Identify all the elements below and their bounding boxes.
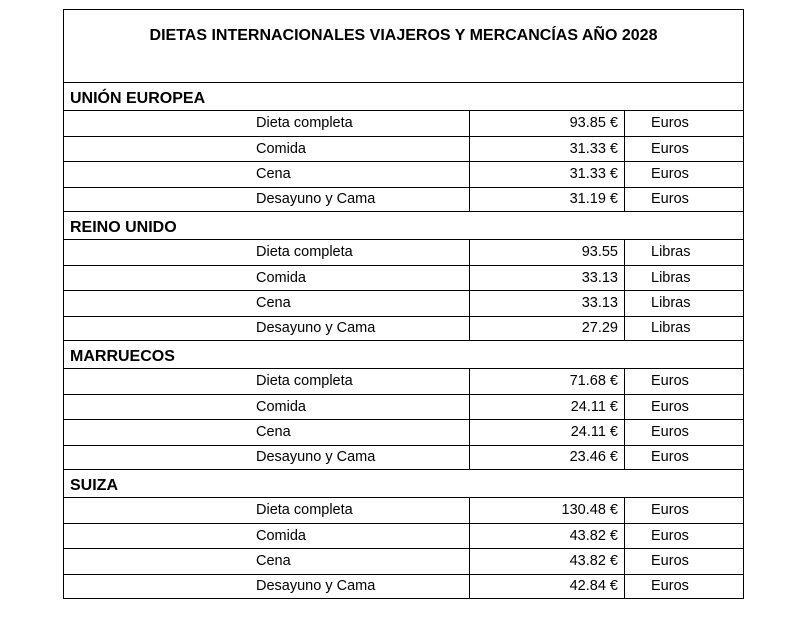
- concept-cell: Comida: [256, 398, 306, 415]
- currency-cell: Euros: [651, 553, 689, 569]
- amount-cell: 31.19 €: [569, 191, 618, 207]
- table-row: [63, 548, 744, 574]
- amount-cell: 42.84 €: [569, 578, 618, 594]
- table-row: [63, 239, 744, 265]
- concept-cell: Desayuno y Cama: [256, 320, 376, 336]
- table-row: [63, 265, 744, 291]
- amount-cell: 33.13: [581, 295, 618, 311]
- concept-cell: Cena: [256, 424, 291, 440]
- amount-cell: 130.48 €: [561, 502, 618, 518]
- amount-cell: 31.33 €: [569, 166, 618, 182]
- currency-cell: Euros: [651, 502, 689, 518]
- amount-cell: 43.82 €: [569, 553, 618, 569]
- amount-cell: 43.82 €: [569, 527, 618, 544]
- amount-cell: 93.85 €: [569, 115, 618, 131]
- table-row: [63, 110, 744, 136]
- concept-cell: Cena: [256, 295, 291, 311]
- amount-cell: 33.13: [581, 269, 618, 286]
- table-row: [63, 574, 744, 600]
- table-row: [63, 523, 744, 549]
- currency-cell: Euros: [651, 191, 689, 207]
- section-title: SUIZA: [63, 470, 744, 497]
- currency-cell: Libras: [651, 244, 691, 260]
- amount-cell: 71.68 €: [569, 373, 618, 389]
- table-row: [63, 136, 744, 162]
- currency-cell: Euros: [651, 115, 689, 131]
- table-row: [63, 187, 744, 213]
- currency-cell: Euros: [651, 578, 689, 594]
- concept-cell: Cena: [256, 553, 291, 569]
- section-title: REINO UNIDO: [63, 212, 744, 239]
- currency-cell: Euros: [651, 527, 689, 544]
- table-row: [63, 316, 744, 342]
- table-title: DIETAS INTERNACIONALES VIAJEROS Y MERCANCÍAS AÑO 2028: [63, 9, 744, 83]
- allowances-table: [63, 9, 744, 599]
- table-row: [63, 445, 744, 471]
- amount-cell: 31.33 €: [569, 140, 618, 157]
- amount-cell: 27.29: [581, 320, 618, 336]
- currency-cell: Euros: [651, 166, 689, 182]
- section-title: UNIÓN EUROPEA: [63, 83, 744, 110]
- table-row: [63, 290, 744, 316]
- concept-cell: Desayuno y Cama: [256, 578, 376, 594]
- table-row: [63, 394, 744, 420]
- concept-cell: Desayuno y Cama: [256, 449, 376, 465]
- currency-cell: Euros: [651, 140, 689, 157]
- table-row: [63, 161, 744, 187]
- amount-cell: 24.11 €: [570, 424, 618, 440]
- concept-cell: Desayuno y Cama: [256, 191, 376, 207]
- currency-cell: Euros: [651, 424, 689, 440]
- table-row: [63, 368, 744, 394]
- concept-cell: Comida: [256, 269, 306, 286]
- concept-cell: Cena: [256, 166, 291, 182]
- amount-cell: 93.55: [581, 244, 618, 260]
- currency-cell: Libras: [651, 295, 691, 311]
- concept-cell: Dieta completa: [256, 373, 353, 389]
- currency-cell: Euros: [651, 449, 689, 465]
- concept-cell: Comida: [256, 527, 306, 544]
- table-row: [63, 497, 744, 523]
- currency-cell: Libras: [651, 269, 691, 286]
- table-row: [63, 419, 744, 445]
- currency-cell: Euros: [651, 398, 689, 415]
- section-title: MARRUECOS: [63, 341, 744, 368]
- concept-cell: Dieta completa: [256, 502, 353, 518]
- currency-cell: Euros: [651, 373, 689, 389]
- concept-cell: Comida: [256, 140, 306, 157]
- currency-cell: Libras: [651, 320, 691, 336]
- amount-cell: 23.46 €: [569, 449, 618, 465]
- amount-cell: 24.11 €: [570, 398, 618, 415]
- concept-cell: Dieta completa: [256, 244, 353, 260]
- concept-cell: Dieta completa: [256, 115, 353, 131]
